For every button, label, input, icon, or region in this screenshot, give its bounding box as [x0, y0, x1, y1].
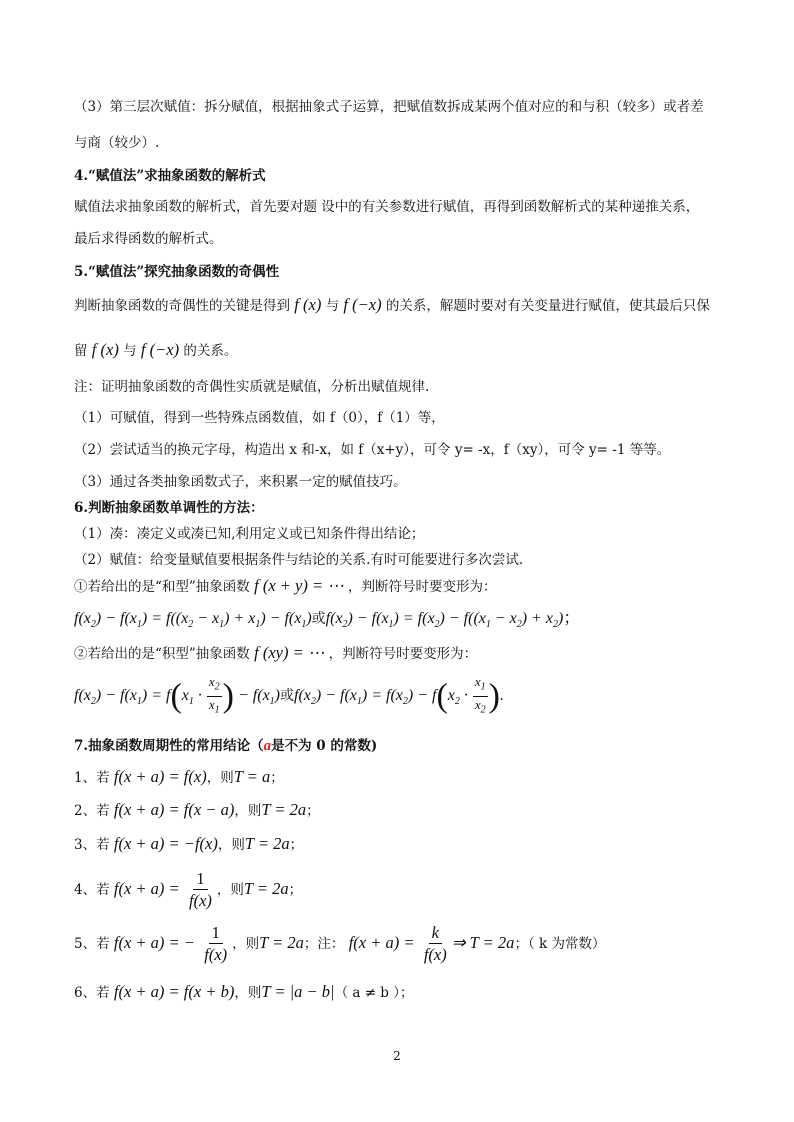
list-item: ①若给出的是“和型”抽象函数 f (x + y) = ⋯ ，判断符号时要变形为： — [74, 576, 497, 595]
list-item: 6、若 f(x + a) = f(x + b)，则T = |a − b|（ a ≠ b ）； — [74, 982, 414, 1001]
list-item: 5、若 f(x + a) = − $\frac{1}{f(x)}$ ，则T = 2a；注： f(x + a) = $\frac{k}{f(x)}$ ⇒ T = 2a；（ k 为常数） — [74, 923, 606, 964]
list-item: （2）尝试适当的换元字母，构造出 x 和-x，如 f（x+y），可令 y= -x，f（xy），可令 y= -1 等等。 — [74, 442, 671, 458]
list-item: 2、若 f(x + a) = f(x − a)，则T = 2a； — [74, 800, 320, 819]
math-expr: f (x) — [91, 340, 119, 359]
math-expr: f (x + y) = ⋯ — [254, 576, 344, 595]
list-item: （2）赋值：给变量赋值要根据条件与结论的关系.有时可能要进行多次尝试. — [74, 552, 524, 568]
math-expr: f (−x) — [140, 340, 180, 359]
formula-product-type: $f(x_2) - f(x_1) = f(x_1$ · $\frac{x_2}{x_1}$ ) − $f(x_1)$或$f(x_2) - f(x_1) = f(x_2) - f(x_2$ · $\frac{x_1}{x_2}$ ). — [74, 674, 504, 716]
section-heading: 4.“赋值法”求抽象函数的解析式 — [74, 168, 266, 184]
list-item: 1、若 f(x + a) = f(x)，则T = a； — [74, 767, 284, 786]
paragraph-line: 与商（较少）. — [74, 135, 160, 151]
math-expr: f (−x) — [343, 295, 382, 314]
note-line: 注：证明抽象函数的奇偶性实质就是赋值，分析出赋值规律. — [74, 379, 430, 395]
math-expr: f (xy) = ⋯ — [254, 643, 325, 662]
paragraph-line: （3）第三层次赋值：拆分赋值，根据抽象式子运算，把赋值数拆成某两个值对应的和与积（较多）或者差 — [74, 99, 704, 115]
list-item: （1）可赋值，得到一些特殊点函数值，如 f（0），f（1）等， — [74, 410, 445, 426]
section-heading: 7.抽象函数周期性的常用结论（a是不为 0 的常数) — [74, 738, 378, 754]
paragraph-line: 最后求得函数的解析式。 — [74, 231, 223, 247]
paragraph-line: 判断抽象函数的奇偶性的关键是得到 f (x) 与 f (−x) 的关系，解题时要对有关变量进行赋值，使其最后只保 — [74, 295, 710, 314]
math-expr: f (x) — [294, 295, 322, 314]
list-item: ②若给出的是“积型”抽象函数 f (xy) = ⋯ ，判断符号时要变形为： — [74, 643, 478, 662]
page-number: 2 — [393, 1049, 401, 1063]
list-item: 3、若 f(x + a) = −f(x)，则T = 2a； — [74, 834, 304, 853]
section-heading: 6.判断抽象函数单调性的方法： — [74, 500, 264, 516]
list-item: （3）通过各类抽象函数式子，来积累一定的赋值技巧。 — [74, 474, 407, 490]
list-item: （1）凑：凑定义或凑已知,利用定义或已知条件得出结论； — [74, 526, 425, 542]
section-heading: 5.“赋值法”探究抽象函数的奇偶性 — [74, 264, 280, 280]
paragraph-line: 赋值法求抽象函数的解析式，首先要对题 设中的有关参数进行赋值，再得到函数解析式的某种递推关系， — [74, 199, 700, 215]
paragraph-line: 留 f (x) 与 f (−x) 的关系。 — [74, 340, 238, 359]
list-item: 4、若 f(x + a) = $\frac{1}{f(x)}$ ，则T = 2a； — [74, 869, 303, 910]
formula-sum-type: $f(x_2) - f(x_1) = f((x_2 - x_1) + x_1) - f(x_1)$或$f(x_2) - f(x_1) = f(x_2) - f((x_1 - x_2) + x_2)$； — [74, 608, 580, 631]
